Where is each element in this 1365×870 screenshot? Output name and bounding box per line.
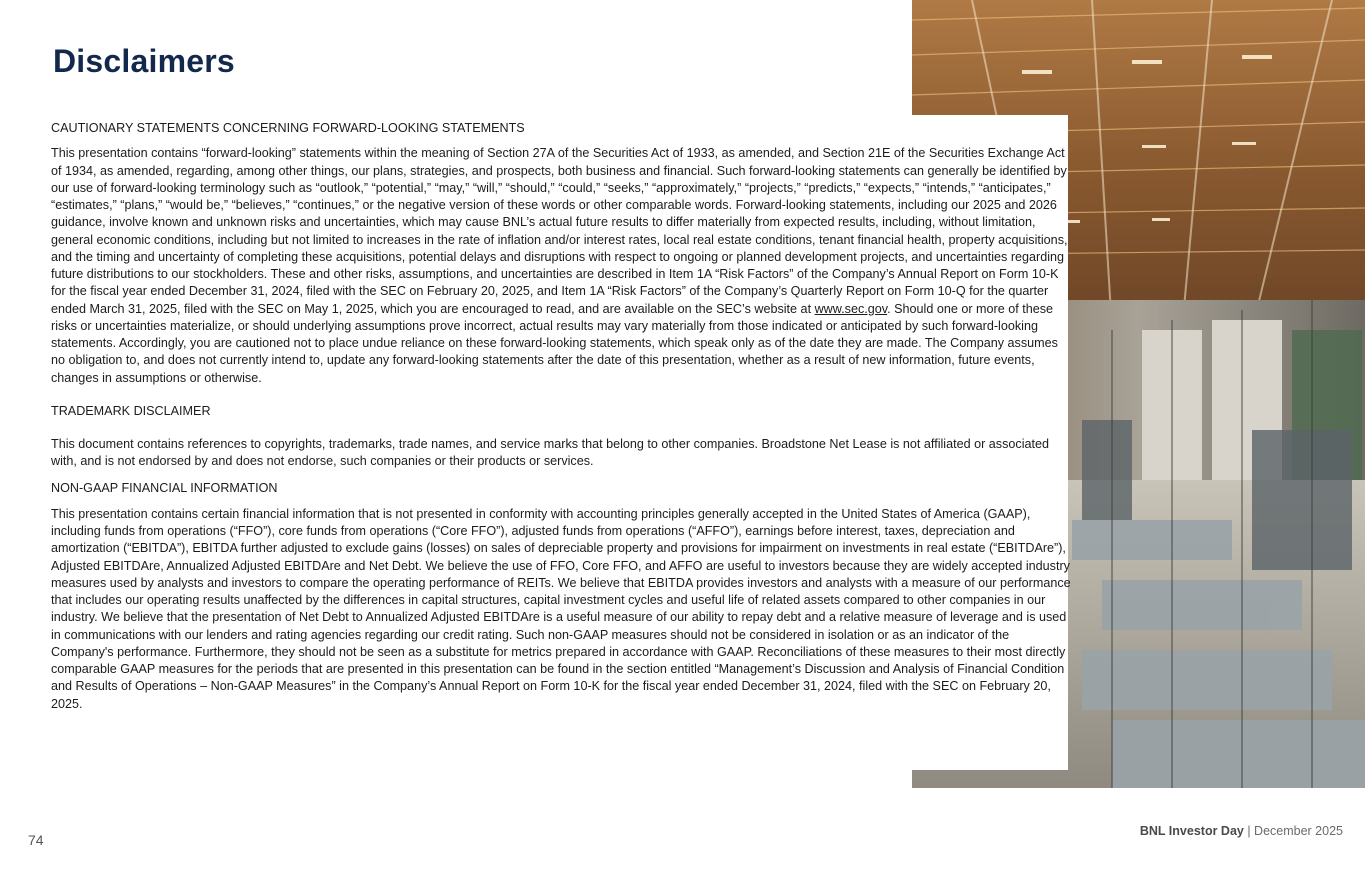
footer (1140, 824, 1343, 838)
page-number: 74 (28, 832, 44, 848)
disclaimer-content (51, 120, 1071, 713)
footer-brand: BNL Investor Day (1139, 824, 1244, 838)
non-gaap-body: This presentation contains certain financial information that is not presented in conformity with accounting principles generally accepted in the United States of America (GAAP), including funds from operations (“FFO”), core funds from operations (“Core FFO”), adjusted funds from operations (“AFFO”), earnings before interest, taxes, depreciation and amortization (“EBITDA”), EBITDA further adjusted to exclude gains (losses) on sales of depreciable property and provisions for impairment on investments in real estate (“EBITDAre”), Adjusted EBITDAre, Annualized Adjusted EBITDAre and Net Debt. We believe the use of FFO, Core FFO, and AFFO are useful to investors because they are widely accepted industry measures used by analysts and investors to compare the operating performance of REITs. We believe that EBITDA provides investors and analysts with a measure of our performance that includes our operating results unaffected by the differences in capital structures, capital investment cycles and useful life of related assets compared to other companies in our industry. We believe that the presentation of Net Debt to Annualized Adjusted EBITDAre is a useful measure of our ability to repay debt and a relative measure of leverage and is used in communications with our lenders and rating agencies regarding our credit rating. Such non-GAAP measures should not be considered in isolation or as an indicator of the Company's performance. Furthermore, they should not be seen as a substitute for metrics prepared in accordance with GAAP. Reconciliations of these measures to their most directly comparable GAAP measures for the periods that are presented in this presentation can be found in the section entitled “Management’s Discussion and Analysis of Financial Condition and Results of Operations – Non-GAAP Measures” in the Company’s Annual Report on Form 10-K for the fiscal year ended December 31, 2024, filed with the SEC on February 20, 2025. (51, 506, 1071, 711)
page-title: Disclaimers (53, 43, 235, 79)
footer-date: December 2025 (1254, 824, 1343, 838)
footer-separator: | (1243, 824, 1255, 838)
trademark-body: This document contains references to copyrights, trademarks, trade names, and service marks that belong to other companies. Broadstone Net Lease is not affiliated or associated with, and is not endorsed by and does not endorse, such companies or their products or services. (51, 437, 1049, 469)
forward-looking-body (51, 145, 1071, 387)
forward-looking-body-part1: This presentation contains “forward-looking” statements within the meaning of Section 27A of the Securities Act of 1933, as amended, and Section 21E of the Securities Exchange Act of 1934, as amended, regarding, among other things, our plans, strategies, and prospects, both business and financial. Such forward-looking statements can generally be identified by our use of forward-looking terminology such as “outlook,” “potential,” “may,” “will,” “should,” “could,” “seeks,” “approximately,” “projects,” “predicts,” “expects,” “intends,” “anticipates,” “estimates,” “plans,” “would be,” “believes,” “continues,” or the negative version of these words or other comparable words. Forward-looking statements, including our 2025 and 2026 guidance, involve known and unknown risks and uncertainties, which may cause BNL’s actual future results to differ materially from expected results, including, without limitation, general economic conditions, including but not limited to increases in the rate of inflation and/or interest rates, local real estate conditions, tenant financial health, property acquisitions, and the timing and uncertainty of completing these acquisitions, potential delays and disruptions with respect to ongoing or planned development projects, and uncertainties regarding future distributions to our stockholders. These and other risks, assumptions, and uncertainties are described in Item 1A “Risk Factors” of the Company’s Annual Report on Form 10-K for the fiscal year ended December 31, 2024, filed with the SEC on February 20, 2025, and Item 1A “Risk Factors” of the Company’s Quarterly Report on Form 10-Q for the quarter ended March 31, 2025, filed with the SEC on May 1, 2025, which you are encouraged to read, and are available on the SEC’s website at (51, 146, 1068, 316)
forward-looking-body-part2: . Should one or more of these risks or uncertainties materialize, or should underlying assumptions prove incorrect, actual results may vary materially from those indicated or anticipated by such forward-looking statements. Accordingly, you are cautioned not to place undue reliance on these forward-looking statements, which speak only as of the date they are made. The Company assumes no obligation to, and does not currently intend to, update any forward-looking statements after the date of this presentation, whether as a result of new information, future events, changes in assumptions or otherwise. (51, 301, 1058, 385)
sec-website-link[interactable]: www.sec.gov (814, 301, 888, 316)
trademark-heading: TRADEMARK DISCLAIMER (51, 403, 211, 418)
non-gaap-heading: NON-GAAP FINANCIAL INFORMATION (51, 480, 278, 495)
forward-looking-heading: CAUTIONARY STATEMENTS CONCERNING FORWARD-LOOKING STATEMENTS (51, 121, 525, 135)
